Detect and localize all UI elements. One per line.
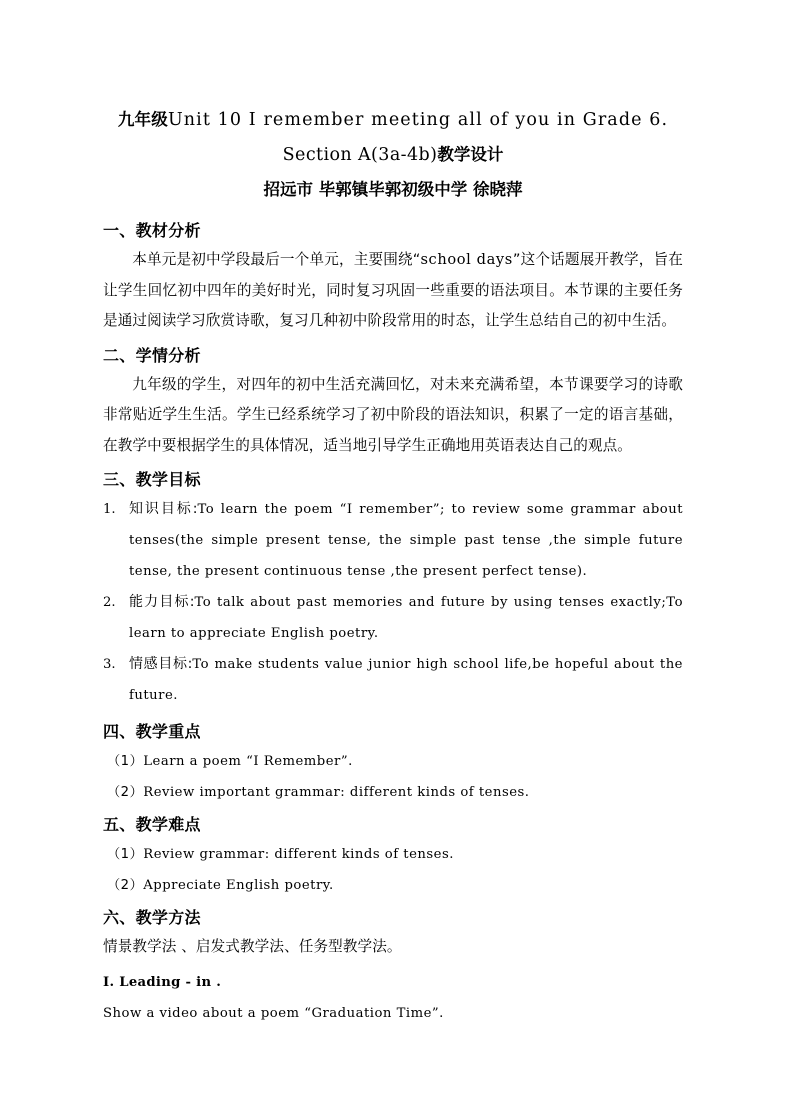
teaching-material-topic-en: school days [420, 251, 513, 268]
section-heading-student-analysis: 二、学情分析 [103, 345, 201, 365]
teaching-difficulty-item-1 [103, 839, 683, 870]
list-item-label: 能力目标: [129, 594, 195, 610]
teaching-focus-item-1-text: Learn a poem “I Remember”. [143, 754, 353, 769]
teaching-difficulty-item-1-text: Review grammar: different kinds of tenses. [143, 847, 454, 862]
teaching-material-text-part1: 本单元是初中学段最后一个单元，主要围绕“ [132, 251, 421, 268]
list-item [103, 649, 683, 711]
section-body-student-analysis: 九年级的学生，对四年的初中生活充满回忆，对未来充满希望，本节课要学习的诗歌非常贴近学生生活。学生已经系统学习了初中阶段的语法知识，积累了一定的语言基础，在教学中要根据学生的具体情况，适当地引导学生正确地用英语表达自己的观点。 [103, 375, 683, 454]
list-item-text: To learn the poem “I remember”; to review some grammar about tenses(the simple present tense, the simple past tense ,the simple future tense, the present continuous tense ,the present perfect tense). [129, 502, 683, 579]
teaching-focus-item-2-number: （2） [107, 785, 144, 800]
document-title-section: Section A(3a-4b) [282, 145, 438, 165]
list-item-label: 情感目标: [129, 656, 193, 672]
procedure-step-heading-leading-in: I. Leading - in . [103, 974, 222, 990]
teaching-difficulty-item-2-number: （2） [107, 878, 144, 893]
list-item-label: 知识目标: [129, 501, 198, 517]
document-author: 招远市 毕郭镇毕郭初级中学 徐晓萍 [263, 180, 523, 199]
document-title-line-1 [103, 103, 683, 137]
teaching-difficulty-item-2-text: Appreciate English poetry. [143, 878, 334, 893]
section-body-teaching-methods: 情景教学法 、启发式教学法、任务型教学法。 [103, 938, 402, 955]
list-item [103, 587, 683, 649]
teaching-material-text-part2: ”这个话题展开教学，旨在让学生回忆初中四年的美好时光，同时复习巩固一些重要的语法项目。本节课的主要任务是通过阅读学习欣赏诗歌，复习几种初中阶段常用的时态，让学生总结自己的初中生活。 [103, 251, 683, 329]
list-item-text: To make students value junior high school life,be hopeful about the future. [129, 657, 683, 703]
teaching-difficulty-item-1-number: （1） [107, 847, 144, 862]
document-title-design: 教学设计 [437, 145, 504, 164]
document-title-unit: Unit 10 I remember meeting all of you in Grade 6. [167, 110, 669, 130]
list-item-marker: 3. [103, 657, 116, 672]
document-title-grade: 九年级 [117, 110, 168, 129]
list-item-marker: 2. [103, 595, 116, 610]
teaching-focus-item-2-text: Review important grammar: different kinds of tenses. [143, 785, 530, 800]
list-item [103, 494, 683, 587]
section-body-teaching-material [103, 245, 683, 337]
teaching-focus-item-2 [103, 777, 683, 808]
teaching-objectives-list [103, 494, 683, 711]
teaching-difficulty-item-2 [103, 870, 683, 901]
document-title-line-2 [103, 137, 683, 173]
procedure-step-body-leading-in: Show a video about a poem “Graduation Time”. [103, 1005, 444, 1021]
section-heading-teaching-difficulty: 五、教学难点 [103, 815, 201, 834]
section-heading-teaching-material: 一、教材分析 [103, 221, 201, 240]
teaching-focus-item-1 [103, 746, 683, 777]
list-item-marker: 1. [103, 502, 116, 517]
document-content [103, 103, 683, 1029]
section-heading-teaching-focus: 四、教学重点 [103, 722, 201, 741]
section-heading-teaching-methods: 六、教学方法 [103, 908, 201, 927]
section-heading-teaching-objectives: 三、教学目标 [103, 470, 201, 489]
teaching-focus-item-1-number: （1） [107, 754, 144, 769]
list-item-text: To talk about past memories and future by using tenses exactly;To learn to appreciate English poetry. [129, 595, 684, 641]
